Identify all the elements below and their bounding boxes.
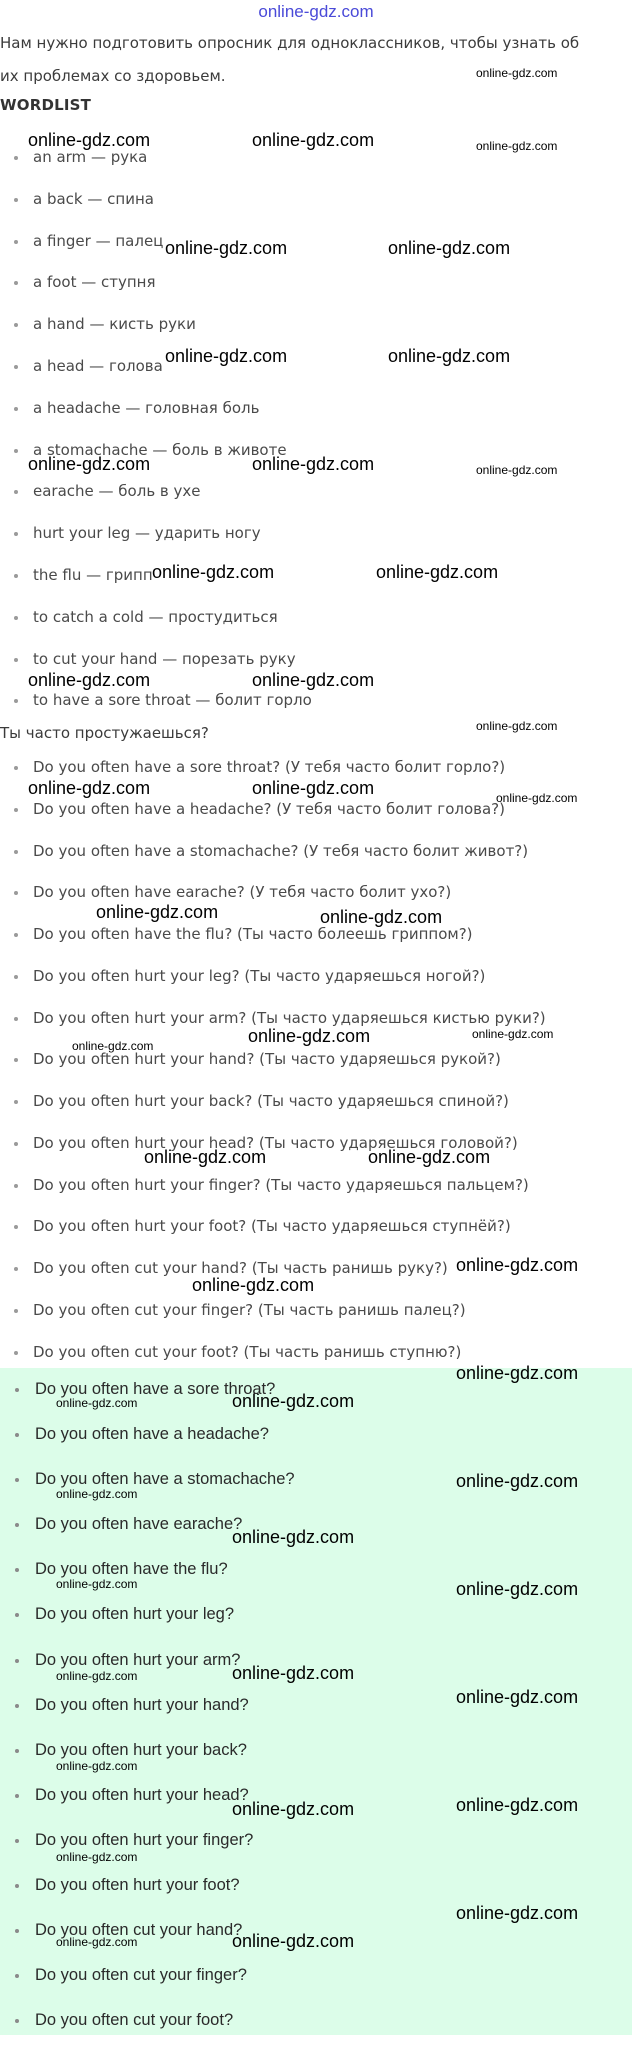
answer-item: Do you often cut your finger? (0, 1964, 295, 2009)
question-item: Do you often have earache? (У тебя часто болит ухо?) (0, 882, 546, 924)
question-item: Do you often hurt your hand? (Ты часто ударяешься рукой?) (0, 1049, 546, 1091)
watermark: online-gdz.com (56, 1577, 138, 1591)
watermark: online-gdz.com (192, 1275, 315, 1295)
wordlist-item: to have a sore throat — болит горло (0, 690, 312, 732)
watermark: online-gdz.com (28, 778, 151, 798)
watermark: online-gdz.com (165, 346, 288, 366)
wordlist-item: the flu — грипп (0, 565, 312, 607)
watermark: online-gdz.com (232, 1931, 355, 1951)
answer-item: Do you often hurt your foot? (0, 1874, 295, 1919)
question-item: Do you often have a stomachache? (У тебя часто болит живот?) (0, 841, 546, 883)
watermark: online-gdz.com (476, 66, 558, 80)
answer-item: Do you often have a headache? (0, 1423, 295, 1468)
wordlist-item: a hand — кисть руки (0, 314, 312, 356)
answer-item: Do you often hurt your leg? (0, 1603, 295, 1648)
wordlist-item: a headache — головная боль (0, 398, 312, 440)
watermark: online-gdz.com (476, 139, 558, 153)
answer-item: Do you often have earache? (0, 1513, 295, 1558)
question-item: Do you often hurt your head? (Ты часто ударяешься головой?) (0, 1133, 546, 1175)
watermark: online-gdz.com (232, 1799, 355, 1819)
watermark: online-gdz.com (472, 1027, 554, 1041)
watermark: online-gdz.com (456, 1903, 579, 1923)
wordlist-item: a foot — ступня (0, 272, 312, 314)
watermark: online-gdz.com (232, 1527, 355, 1547)
watermark: online-gdz.com (56, 1935, 138, 1949)
watermark: online-gdz.com (252, 778, 375, 798)
answer-item: Do you often hurt your arm? (0, 1649, 295, 1694)
intro-text: Нам нужно подготовить опросник для одноклассников, чтобы узнать об их проблемах со здоровьем. (0, 34, 580, 85)
watermark: online-gdz.com (456, 1363, 579, 1383)
wordlist-item: hurt your leg — ударить ногу (0, 523, 312, 565)
watermark: online-gdz.com (28, 454, 151, 474)
wordlist-heading: WORDLIST (0, 96, 92, 114)
watermark: online-gdz.com (144, 1147, 267, 1167)
answer-item: Do you often have a stomachache? (0, 1468, 295, 1513)
watermark: online-gdz.com (456, 1471, 579, 1491)
question-item: Do you often have the flu? (Ты часто болеешь гриппом?) (0, 924, 546, 966)
watermark: online-gdz.com (476, 719, 558, 733)
wordlist-item: earache — боль в ухе (0, 481, 312, 523)
watermark: online-gdz.com (252, 670, 375, 690)
watermark: online-gdz.com (252, 130, 375, 150)
question-item: Do you often hurt your back? (Ты часто ударяешься спиной?) (0, 1091, 546, 1133)
question-item: Do you often cut your finger? (Ты часть ранишь палец?) (0, 1300, 546, 1342)
answer-list (0, 1378, 295, 2054)
watermark: online-gdz.com (232, 1663, 355, 1683)
answer-item: Do you often cut your foot? (0, 2009, 295, 2054)
answer-item: Do you often hurt your head? (0, 1784, 295, 1829)
wordlist-item: a stomachache — боль в животе (0, 440, 312, 482)
watermark: online-gdz.com (456, 1255, 579, 1275)
question-item: Do you often have a headache? (У тебя часто болит голова?) (0, 799, 546, 841)
answer-item: Do you often hurt your hand? (0, 1694, 295, 1739)
watermark: online-gdz.com (56, 1487, 138, 1501)
watermark: online-gdz.com (248, 1026, 371, 1046)
wordlist-item: to cut your hand — порезать руку (0, 649, 312, 691)
watermark: online-gdz.com (56, 1396, 138, 1410)
watermark: online-gdz.com (456, 1687, 579, 1707)
watermark: online-gdz.com (456, 1579, 579, 1599)
question-item: Do you often hurt your finger? (Ты часто ударяешься пальцем?) (0, 1175, 546, 1217)
wordlist-item: an arm — рука (0, 147, 312, 189)
answer-item: Do you often hurt your finger? (0, 1829, 295, 1874)
answer-item: Do you often cut your hand? (0, 1919, 295, 1964)
answer-item: Do you often have a sore throat? (0, 1378, 295, 1423)
watermark: online-gdz.com (252, 454, 375, 474)
watermark: online-gdz.com (320, 907, 443, 927)
wordlist-item: to catch a cold — простудиться (0, 607, 312, 649)
wordlist-item: a head — голова (0, 356, 312, 398)
question-item: Do you often cut your foot? (Ты часть ранишь ступню?) (0, 1342, 546, 1384)
watermark: online-gdz.com (496, 791, 578, 805)
wordlist (0, 147, 312, 732)
question-item: Do you often hurt your arm? (Ты часто ударяешься кистью руки?) (0, 1008, 546, 1050)
watermark: online-gdz.com (28, 130, 151, 150)
wordlist-item: a back — спина (0, 189, 312, 231)
watermark: online-gdz.com (388, 238, 511, 258)
answer-item: Do you often have the flu? (0, 1558, 295, 1603)
wordlist-item: a finger — палец (0, 231, 312, 273)
watermark: online-gdz.com (152, 562, 275, 582)
watermark: online-gdz.com (56, 1850, 138, 1864)
site-logo[interactable]: online-gdz.com (258, 2, 374, 21)
watermark: online-gdz.com (476, 463, 558, 477)
watermark: online-gdz.com (232, 1391, 355, 1411)
watermark: online-gdz.com (376, 562, 499, 582)
question-item: Do you often hurt your leg? (Ты часто ударяешься ногой?) (0, 966, 546, 1008)
watermark: online-gdz.com (72, 1039, 154, 1053)
question-item: Do you often cut your hand? (Ты часть ранишь руку?) (0, 1258, 546, 1300)
watermark: online-gdz.com (368, 1147, 491, 1167)
answer-item: Do you often hurt your back? (0, 1739, 295, 1784)
watermark: online-gdz.com (96, 902, 219, 922)
question-item: Do you often have a sore throat? (У тебя часто болит горло?) (0, 757, 546, 799)
watermark: online-gdz.com (28, 670, 151, 690)
watermark: online-gdz.com (56, 1669, 138, 1683)
watermark: online-gdz.com (388, 346, 511, 366)
watermark: online-gdz.com (165, 238, 288, 258)
watermark: online-gdz.com (56, 1759, 138, 1773)
question-item: Do you often hurt your foot? (Ты часто ударяешься ступнёй?) (0, 1216, 546, 1258)
section-title: Ты часто простужаешься? (0, 724, 209, 742)
watermark: online-gdz.com (456, 1795, 579, 1815)
